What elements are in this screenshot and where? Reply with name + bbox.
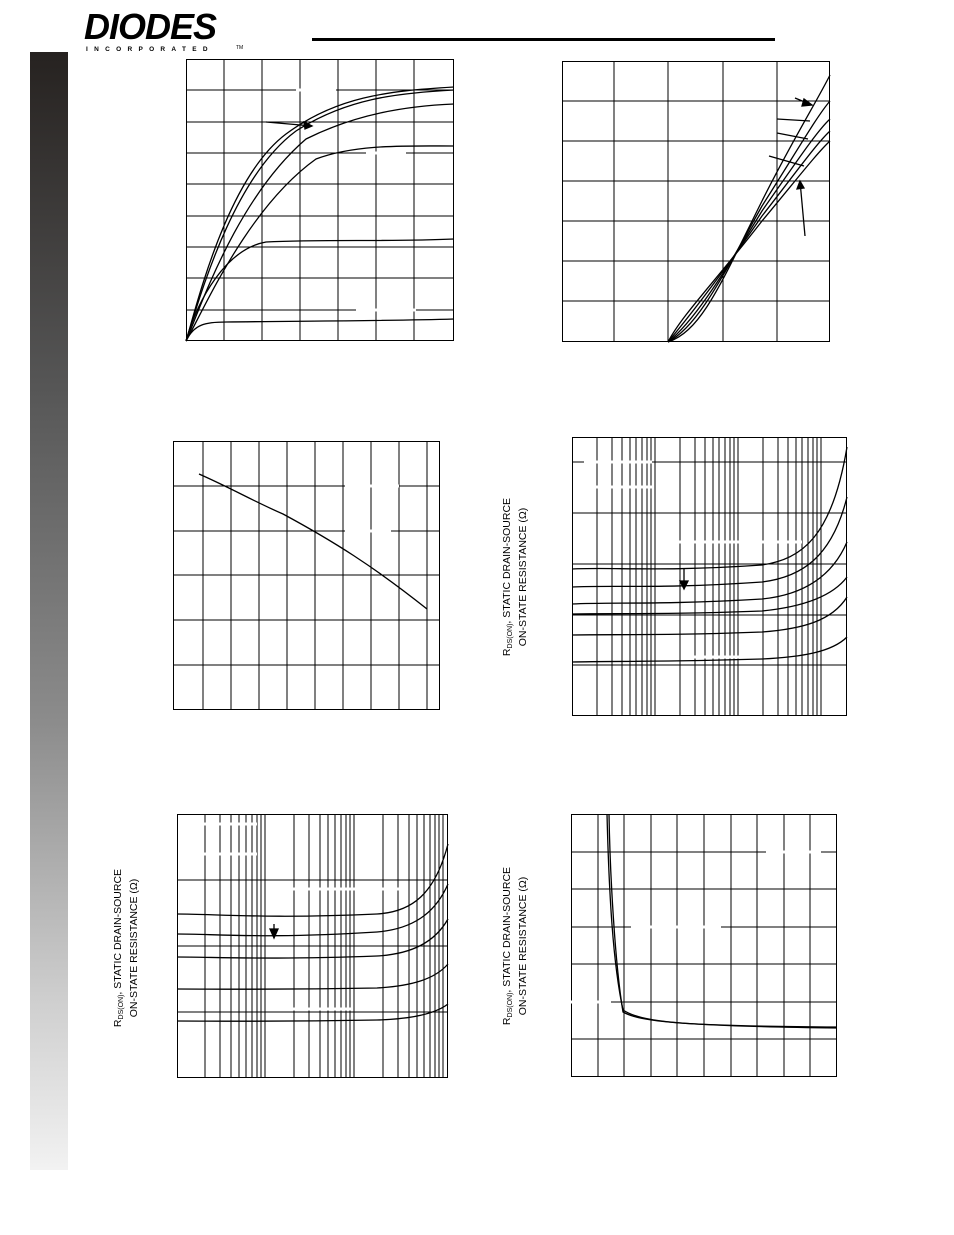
ylabel-rdson-2: $R_{DS(ON)}$, STATIC DRAIN-SOURCE ON-STATE RESISTANCE (Ω)	[112, 868, 140, 1028]
logo-wordmark: DIODES	[84, 6, 217, 47]
plot-rdson-vs-gate-voltage	[571, 814, 837, 1077]
plot-rdson-vs-current-1	[572, 437, 847, 716]
ylabel-rdson-3: $R_{DS(ON)}$, STATIC DRAIN-SOURCE ON-STATE RESISTANCE (Ω)	[501, 866, 529, 1026]
plot-transfer-characteristics	[562, 61, 830, 342]
diodes-logo	[84, 6, 244, 53]
logo-tagline: INCORPORATED	[86, 46, 214, 53]
plot-output-characteristics	[186, 59, 454, 341]
logo-trademark: TM	[236, 45, 244, 51]
plot-rdson-vs-current-2	[177, 814, 448, 1078]
side-gradient-bar	[30, 52, 68, 1170]
plot-decreasing-characteristic	[173, 441, 440, 710]
header-rule	[312, 38, 775, 41]
ylabel-rdson-1: $R_{DS(ON)}$, STATIC DRAIN-SOURCE ON-STATE RESISTANCE (Ω)	[501, 497, 529, 657]
